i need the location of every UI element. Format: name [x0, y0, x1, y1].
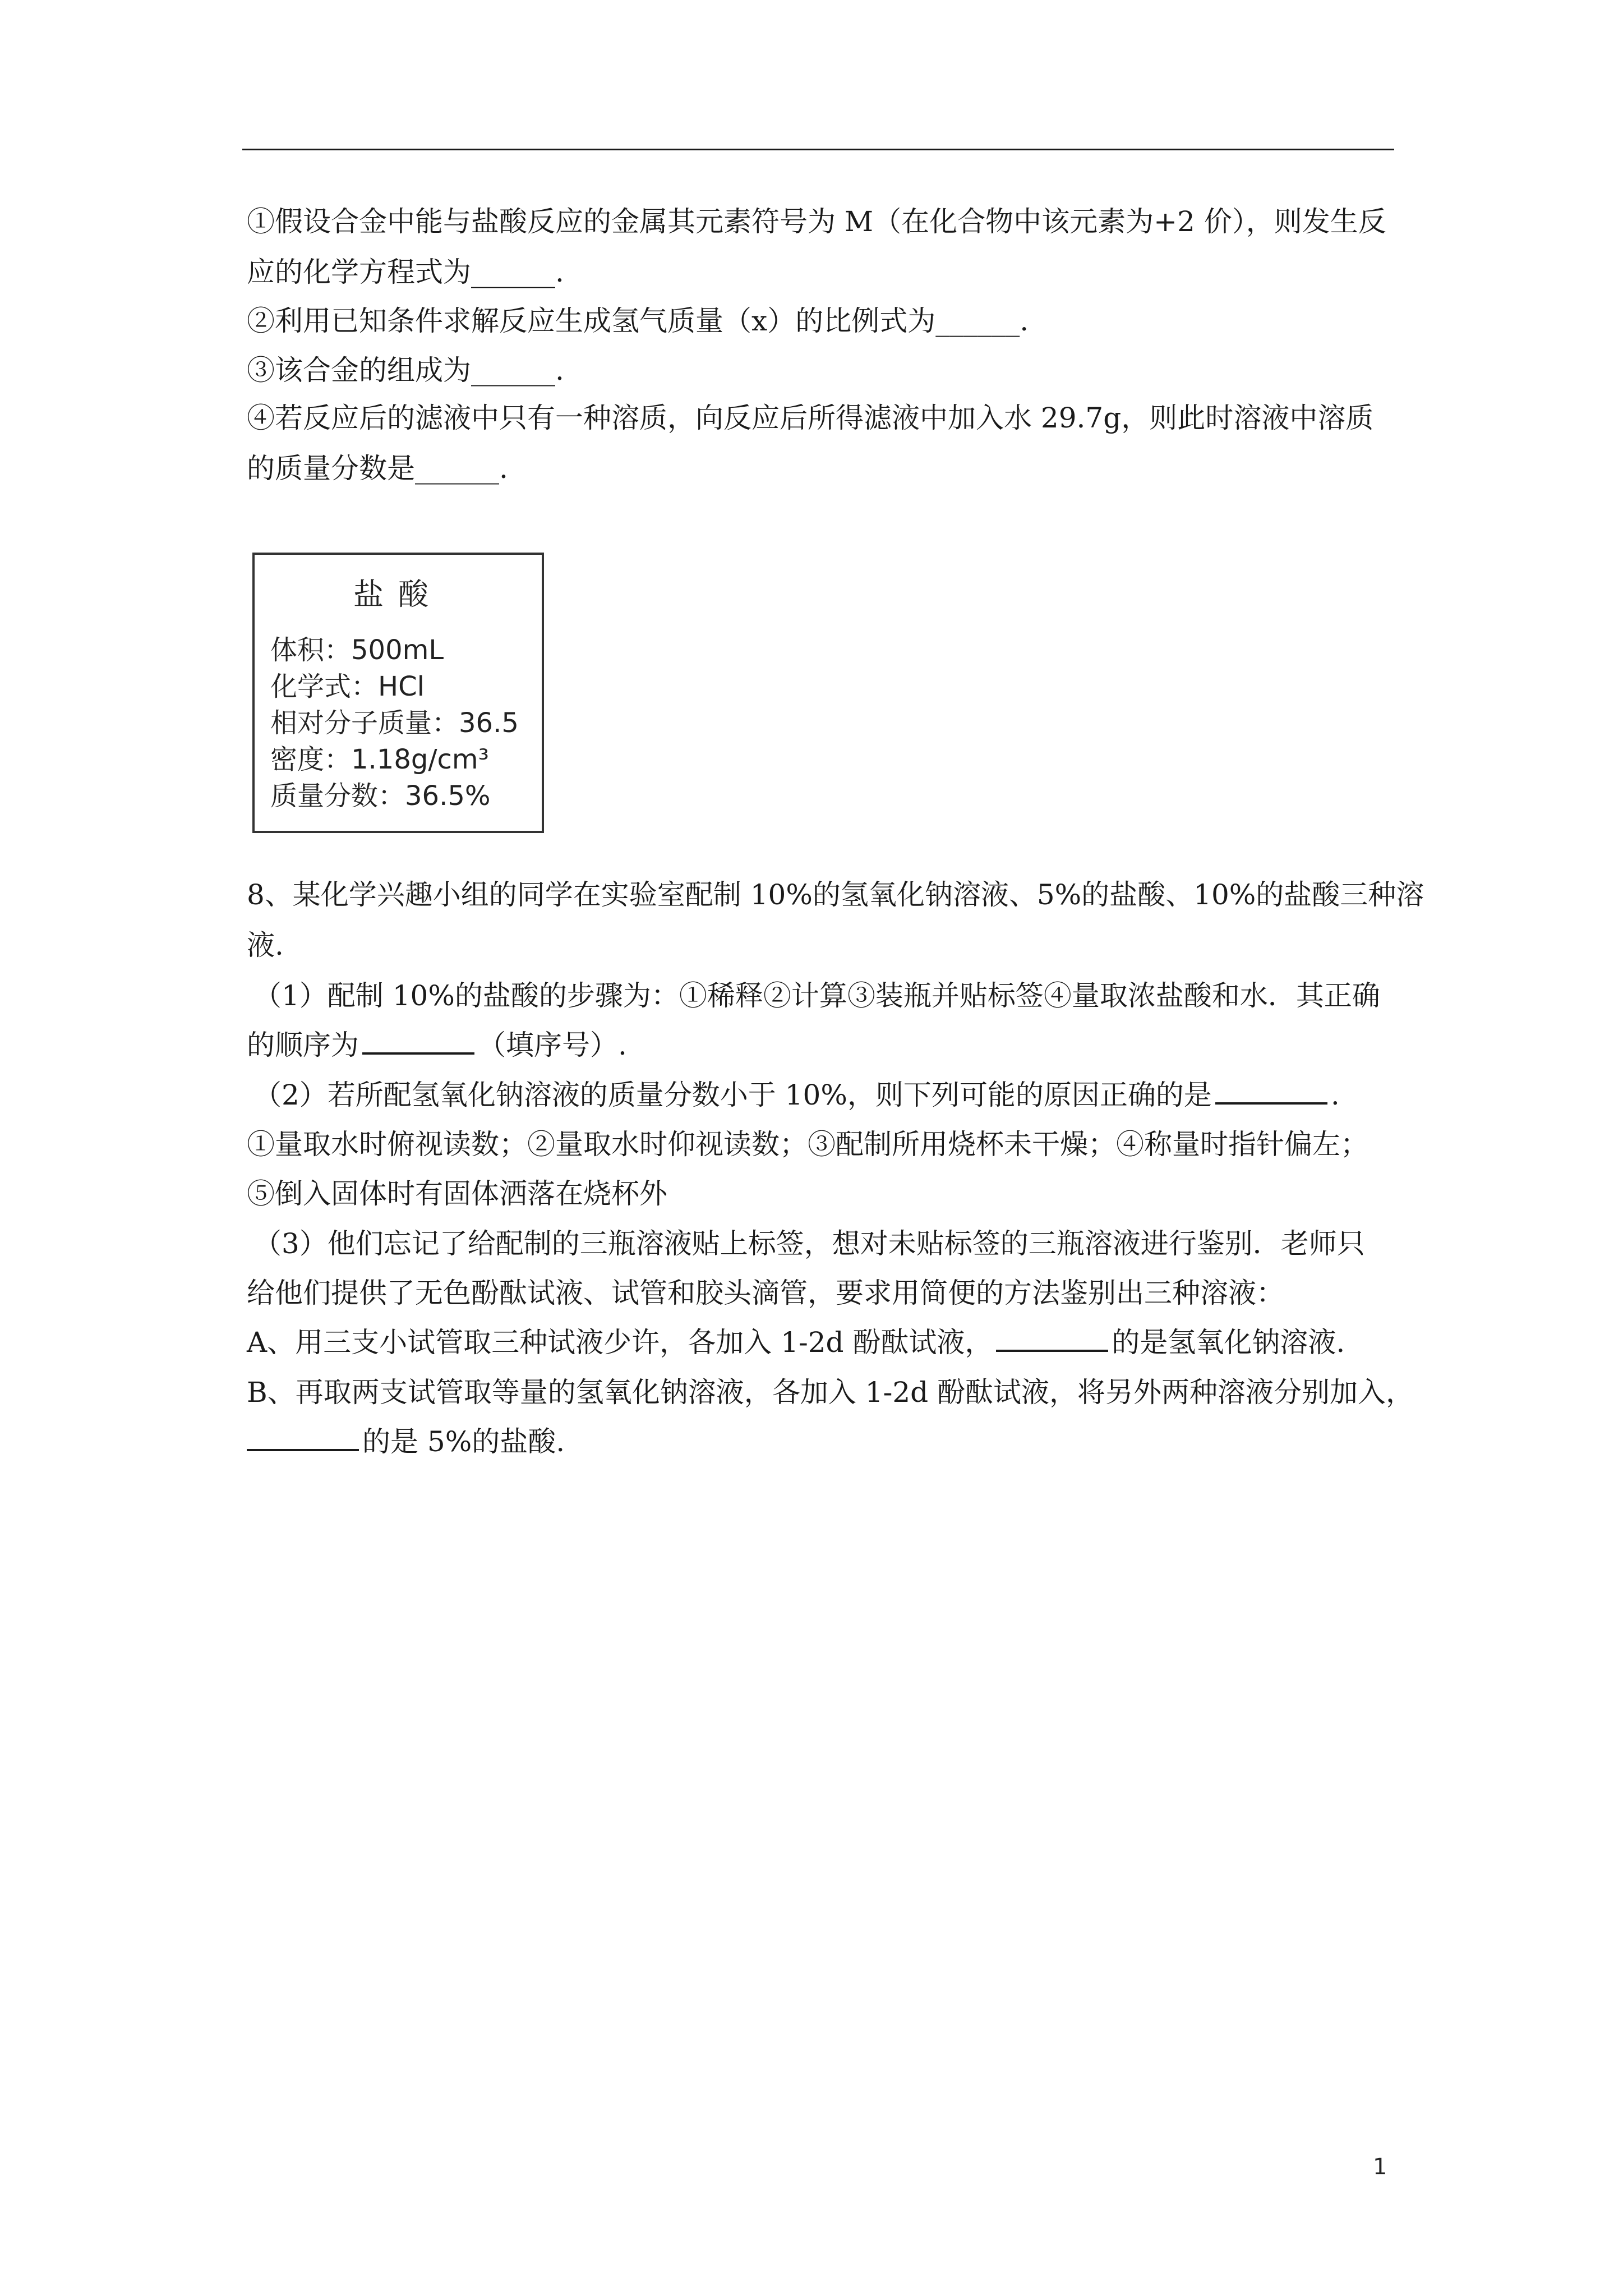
q4-line2: 的质量分数是______.	[247, 452, 508, 485]
answer-blank	[996, 1350, 1108, 1352]
q8-step-a-post: 的是氢氧化钠溶液.	[1112, 1326, 1345, 1359]
label-row-density: 密度：1.18g/cm³	[270, 744, 489, 775]
q8-part2-line3: ⑤倒入固体时有固体洒落在烧杯外	[247, 1177, 667, 1210]
label-row-volume: 体积：500mL	[270, 634, 444, 666]
q8-part2-line1	[253, 1078, 1340, 1112]
q1-line2: 应的化学方程式为______.	[247, 256, 564, 288]
label-row-mass-fraction: 质量分数：36.5%	[270, 780, 491, 812]
label-row-formula: 化学式：HCl	[270, 671, 425, 702]
q8-part1-line1: （1）配制 10%的盐酸的步骤为：①稀释②计算③装瓶并贴标签④量取浓盐酸和水．其正确	[253, 979, 1380, 1012]
q1-line1: ①假设合金中能与盐酸反应的金属其元素符号为 M（在化合物中该元素为+2 价），则发生反	[247, 205, 1386, 238]
q8-part1-line2	[247, 1028, 627, 1062]
q8-step-a-pre: A、用三支小试管取三种试液少许，各加入 1-2d 酚酞试液，	[247, 1326, 993, 1359]
q8-step-b-line2	[247, 1425, 565, 1458]
q8-part2-pre: （2）若所配氢氧化钠溶液的质量分数小于 10%，则下列可能的原因正确的是	[253, 1079, 1212, 1111]
q8-part2-post: .	[1330, 1079, 1340, 1111]
q8-step-b-post: 的是 5%的盐酸.	[362, 1425, 565, 1458]
q8-intro-line2: 液.	[247, 929, 284, 961]
q2-text: ②利用已知条件求解反应生成氢气质量（x）的比例式为______.	[247, 305, 1029, 337]
q8-part1-pre: 的顺序为	[247, 1029, 359, 1061]
header-rule	[242, 149, 1394, 150]
q8-part1-post: （填序号）.	[478, 1029, 627, 1061]
q8-step-a	[247, 1326, 1345, 1359]
q8-part3-line1: （3）他们忘记了给配制的三瓶溶液贴上标签，想对未贴标签的三瓶溶液进行鉴别．老师只	[253, 1227, 1365, 1260]
label-row-molar-mass: 相对分子质量：36.5	[270, 707, 519, 739]
label-title: 盐酸	[353, 577, 443, 612]
q4-line1: ④若反应后的滤液中只有一种溶质，向反应后所得滤液中加入水 29.7g，则此时溶液中溶质	[247, 402, 1374, 434]
q8-part3-line2: 给他们提供了无色酚酞试液、试管和胶头滴管，要求用简便的方法鉴别出三种溶液：	[247, 1277, 1284, 1309]
q8-step-b-line1: B、再取两支试管取等量的氢氧化钠溶液，各加入 1-2d 酚酞试液，将另外两种溶液分别加入，	[247, 1376, 1414, 1409]
answer-blank	[362, 1052, 474, 1055]
page-number: 1	[1373, 2154, 1387, 2180]
answer-blank	[1215, 1102, 1327, 1105]
answer-blank	[247, 1449, 359, 1451]
reagent-label	[252, 553, 544, 833]
q8-part2-line2: ①量取水时俯视读数；②量取水时仰视读数；③配制所用烧杯未干燥；④称量时指针偏左；	[247, 1128, 1368, 1161]
q8-intro-line1: 8、某化学兴趣小组的同学在实验室配制 10%的氢氧化钠溶液、5%的盐酸、10%的盐酸三种溶	[247, 878, 1424, 911]
q3-text: ③该合金的组成为______.	[247, 354, 564, 386]
